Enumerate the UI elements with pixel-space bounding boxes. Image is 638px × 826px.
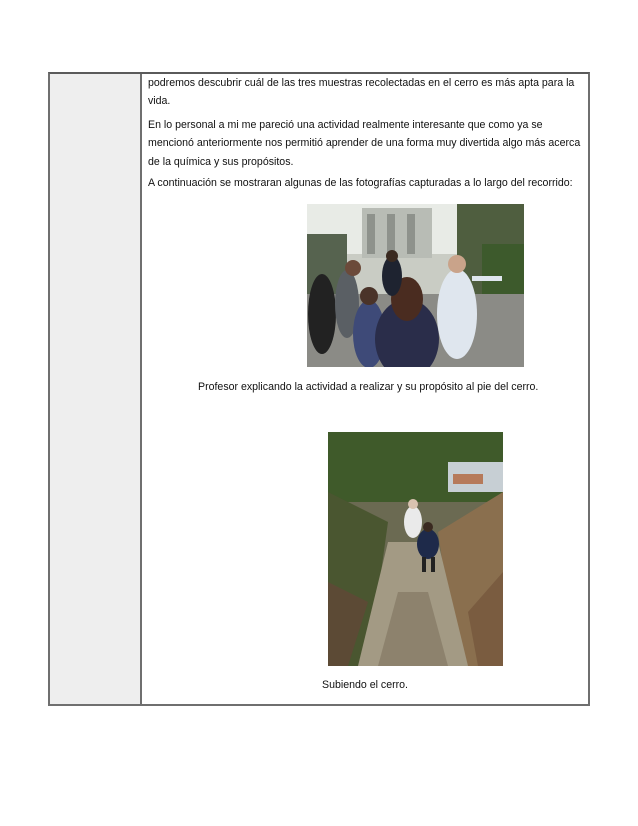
- paragraph-opinion: En lo personal a mi me pareció una actividad realmente interesante que como ya se mencionó anteriormente nos permitió aprender de una forma muy divertida algo más acerca de la química y sus propósitos.: [148, 119, 581, 168]
- photo-climbing-hill: [328, 432, 503, 666]
- caption-photo-1: Profesor explicando la actividad a realizar y su propósito al pie del cerro.: [198, 381, 539, 393]
- paragraph-photos-intro: A continuación se mostraran algunas de las fotografías capturadas a lo largo del recorrido:: [148, 177, 573, 189]
- content-table: [48, 72, 590, 706]
- table-left-column: [50, 74, 142, 704]
- paragraph-intro: podremos descubrir cuál de las tres muestras recolectadas en el cerro es más apta para la vida.: [148, 77, 575, 108]
- table-right-column: [142, 74, 588, 704]
- caption-photo-2: Subiendo el cerro.: [322, 679, 408, 691]
- photo-professor-explaining: [307, 204, 524, 367]
